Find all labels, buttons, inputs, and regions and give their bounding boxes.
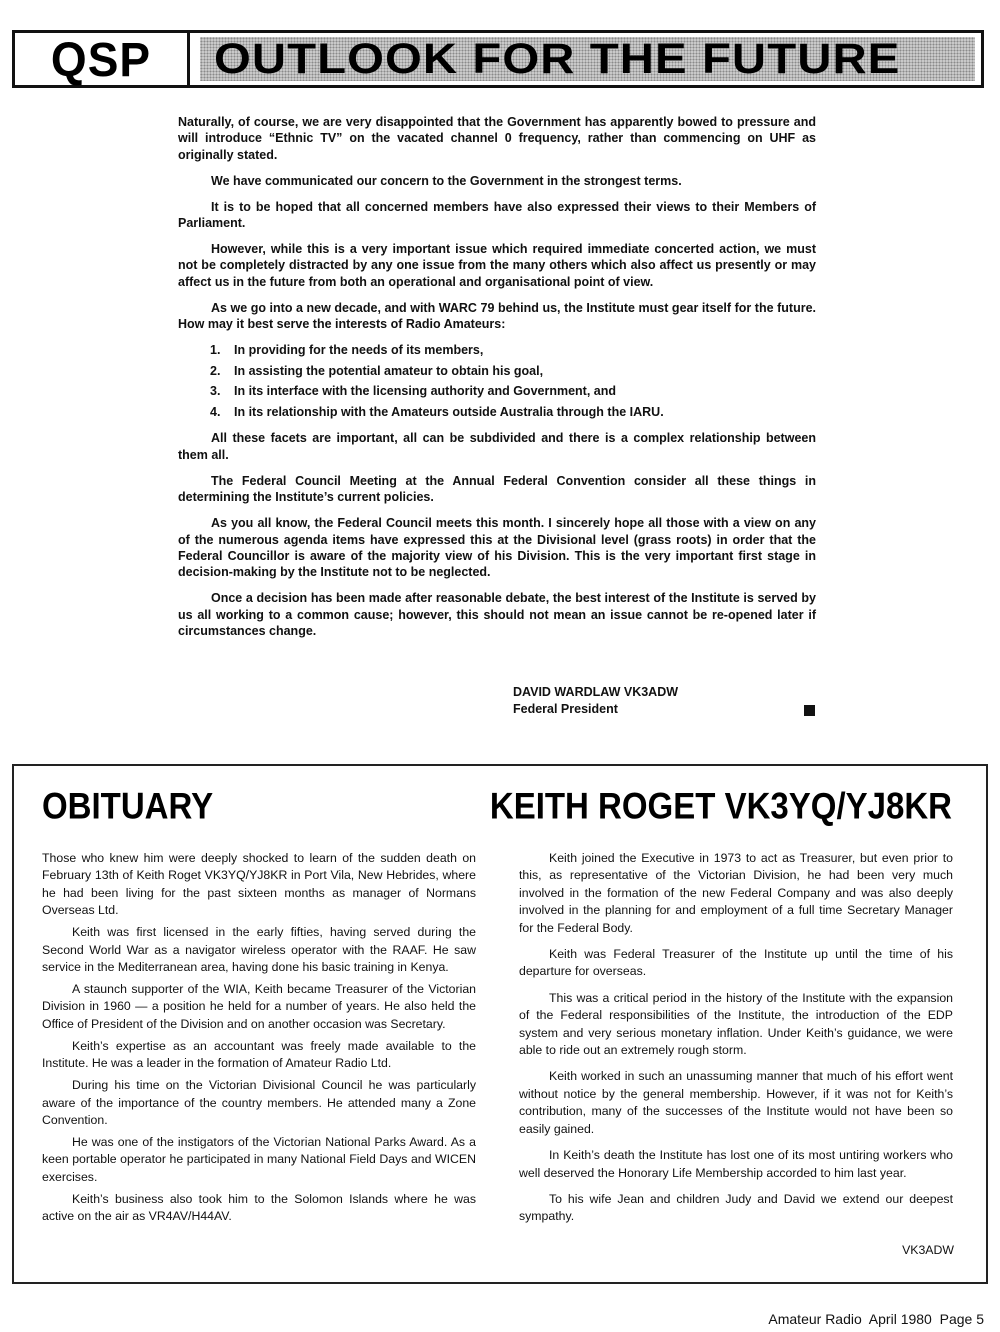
editorial-paragraph: Once a decision has been made after reasonable debate, the best interest of the Institute is served by us all working to a common cause; however, this should not mean an issue cannot be re-opened later if circumstances change. [178, 591, 816, 639]
editorial-paragraph: We have communicated our concern to the Government in the strongest terms. [211, 173, 682, 188]
qsp-editorial [178, 114, 816, 649]
banner-title-panel [200, 34, 975, 83]
obituary-paragraph: This was a critical period in the history of the Institute with the expansion of the Federal responsibilities of the Institute, the introduction of the EDP system and very serious monetary inflation. Under Keith’s guidance, we were able to ride out an extremely rough storm. [519, 990, 953, 1058]
obituary-paragraph: Keith was first licensed in the early fifties, having served during the Second World War as a navigator wireless operator with the RAAF. He saw service in the Mediterranean area, having done his basic training in Kenya. [42, 925, 476, 975]
signature-name: DAVID WARDLAW VK3ADW [513, 685, 679, 699]
page-title: OUTLOOK FOR THE FUTURE [214, 34, 901, 83]
obituary-paragraph: Keith joined the Executive in 1973 to act as Treasurer, but even prior to this, as representative of the Victorian Division, he had been very much involved in the formation of the new Federal Company and was also deeply involved in the planning for and employment of a full time Secretary Manager for the Federal Body. [519, 851, 953, 935]
list-item-text: In its relationship with the Amateurs outside Australia through the IARU. [234, 405, 664, 420]
obituary-paragraph: During his time on the Victorian Divisional Council he was particularly aware of the importance of the country members. He attended many a Zone Convention. [42, 1078, 476, 1128]
obituary-paragraph: Keith was Federal Treasurer of the Institute up until the time of his departure for overseas. [519, 947, 953, 979]
obituary-paragraph: Keith’s business also took him to the Solomon Islands where he was active on the air as VR4AV/H44AV. [42, 1191, 476, 1224]
obituary-right-column [519, 850, 953, 1235]
obituary-paragraph: Keith’s expertise as an accountant was freely made available to the Institute. He was a leader in the formation of Amateur Radio Ltd. [42, 1038, 476, 1071]
obituary-author-initials: VK3ADW [902, 1243, 954, 1257]
editorial-paragraph: However, while this is a very important issue which required immediate concerted action, we must not be completely distracted by any one issue from the many others which also affect us presently or may affect us in the future from both an operational and organisational point of view. [178, 241, 816, 289]
footer-date: April 1980 [868, 1311, 932, 1327]
editorial-paragraph: It is to be hoped that all concerned members have also expressed their views to their Members of Parliament. [178, 199, 816, 231]
obituary-paragraph: Those who knew him were deeply shocked to learn of the sudden death on February 13th of Keith Roget VK3YQ/YJ8KR in Port Vila, New Hebrides, where he had been living for the past sixteen months as manager of Normans Overseas Ltd. [42, 851, 476, 918]
footer-publication: Amateur Radio [768, 1311, 862, 1327]
priorities-list [178, 342, 816, 421]
end-mark-icon [804, 705, 815, 716]
list-item-number: 2. [210, 363, 221, 378]
list-item [178, 404, 816, 420]
list-item [178, 342, 816, 358]
obituary-paragraph: A staunch supporter of the WIA, Keith became Treasurer of the Victorian Division in 1960 — a position he held for a number of years. He also held the Office of President of the Division and on another occasion was Secretary. [42, 982, 476, 1031]
footer-page-number: Page 5 [939, 1311, 984, 1327]
list-item [178, 383, 816, 399]
editorial-paragraph: Naturally, of course, we are very disappointed that the Government has apparently bowed to pressure and will introduce “Ethnic TV” on the vacated channel 0 frequency, rather than commencing on UHF as originally stated. [178, 115, 816, 162]
obituary-paragraph: To his wife Jean and children Judy and David we extend our deepest sympathy. [519, 1191, 953, 1224]
page-footer [768, 1311, 984, 1327]
editorial-paragraph: All these facets are important, all can be subdivided and there is a complex relationship between them all. [178, 431, 816, 462]
obituary-paragraph: He was one of the instigators of the Victorian National Parks Award. As a keen portable operator he participated in many National Field Days and WICEN exercises. [42, 1135, 476, 1184]
list-item [178, 363, 816, 379]
list-item-text: In assisting the potential amateur to obtain his goal, [234, 363, 544, 378]
editorial-paragraph: As we go into a new decade, and with WARC 79 behind us, the Institute must gear itself for the future. How may it best serve the interests of Radio Amateurs: [178, 300, 816, 332]
section-tag: QSP [15, 32, 190, 87]
editorial-paragraph: The Federal Council Meeting at the Annual Federal Convention consider all these things in determining the Institute’s current policies. [178, 473, 816, 505]
obituary-heading: OBITUARY [42, 785, 214, 827]
obituary-paragraph: Keith worked in such an unassuming manner that much of his effort went without notice by the general membership. However, if it was not for Keith’s contribution, many of the successes of the Institute would not have been so easily gained. [519, 1069, 953, 1136]
signature-block [513, 684, 678, 718]
obituary-paragraph: In Keith’s death the Institute has lost one of its most untiring workers who well deserved the Honorary Life Membership accorded to him last year. [519, 1148, 953, 1180]
obituary-name-heading: KEITH ROGET VK3YQ/YJ8KR [489, 785, 952, 827]
list-item-text: In its interface with the licensing authority and Government, and [234, 384, 617, 399]
list-item-text: In providing for the needs of its members, [234, 342, 484, 357]
signature-title: Federal President [513, 702, 618, 716]
obituary-left-column [42, 850, 476, 1230]
list-item-number: 1. [210, 342, 221, 357]
header-banner [12, 30, 984, 88]
editorial-paragraph: As you all know, the Federal Council meets this month. I sincerely hope all those with a view on any of the numerous agenda items have expressed this at the Divisional level (grass roots) in order that the Federal Councillor is aware of the majority view of his Division. This is the very important first stage in decision-making by the Institute not to be neglected. [178, 516, 816, 580]
list-item-number: 4. [210, 405, 221, 420]
list-item-number: 3. [210, 384, 221, 399]
